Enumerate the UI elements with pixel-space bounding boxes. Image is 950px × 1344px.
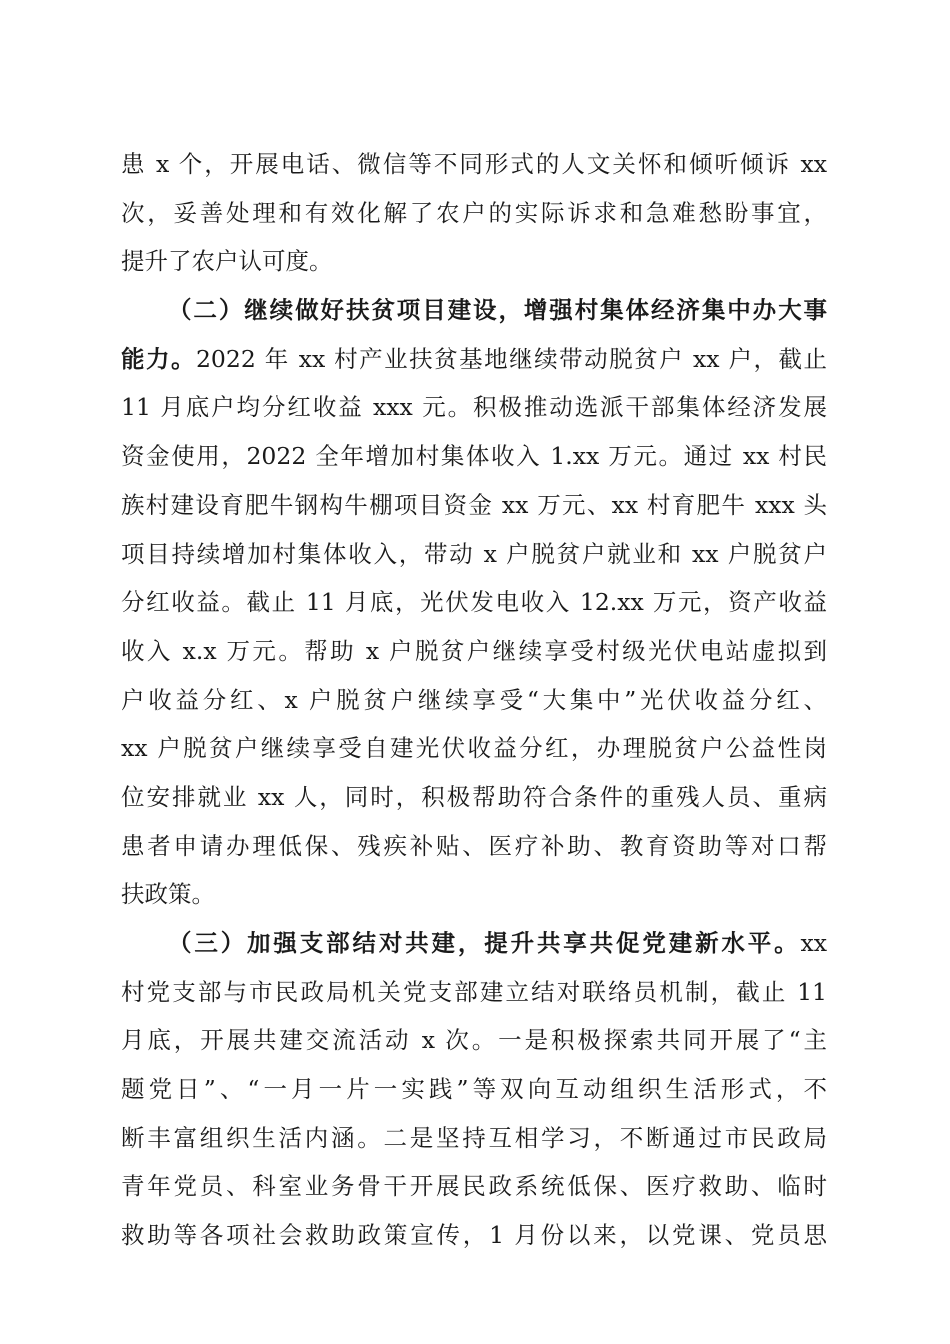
- text-line: 提升了农户认可度。: [121, 247, 333, 276]
- paragraph-2: [121, 286, 827, 919]
- text-line: xx 户脱贫户继续享受自建光伏收益分红，办理脱贫户公益性岗: [121, 734, 827, 763]
- text-line: 位安排就业 xx 人，同时，积极帮助符合条件的重残人员、重病: [121, 782, 827, 811]
- text-line: 断丰富组织生活内涵。二是坚持互相学习，不断通过市民政局: [121, 1123, 827, 1152]
- text-line: [121, 919, 827, 968]
- text-line: 村党支部与市民政局机关党支部建立结对联络员机制，截止 11: [121, 977, 827, 1006]
- text-line: [121, 335, 827, 384]
- text-line: 患者申请办理低保、残疾补贴、医疗补助、教育资助等对口帮: [121, 831, 827, 860]
- text-line: 次，妥善处理和有效化解了农户的实际诉求和急难愁盼事宜，: [121, 198, 827, 227]
- text-line: 题党日”、“一月一片一实践”等双向互动组织生活形式，不: [121, 1075, 827, 1104]
- text-line: 收入 x.x 万元。帮助 x 户脱贫户继续享受村级光伏电站虚拟到: [121, 636, 827, 665]
- text-line: 户收益分红、x 户脱贫户继续享受“大集中”光伏收益分红、: [121, 685, 827, 714]
- text-line: 分红收益。截止 11 月底，光伏发电收入 12.xx 万元，资产收益: [121, 588, 827, 617]
- paragraph-1: [121, 140, 827, 286]
- text-line: 族村建设育肥牛钢构牛棚项目资金 xx 万元、xx 村育肥牛 xxx 头: [121, 490, 827, 519]
- text-line: 月底，开展共建交流活动 x 次。一是积极探索共同开展了“主: [121, 1026, 827, 1055]
- text-line: 救助等各项社会救助政策宣传，1 月份以来，以党课、党员思: [121, 1221, 827, 1250]
- paragraph-3: [121, 919, 827, 1260]
- section-heading-3: （三）加强支部结对共建，提升共享共促党建新水平。: [168, 929, 801, 957]
- text-line: 资金使用，2022 全年增加村集体收入 1.xx 万元。通过 xx 村民: [121, 442, 827, 471]
- text-line-rest: xx: [800, 929, 827, 957]
- text-line-rest: 2022 年 xx 村产业扶贫基地继续带动脱贫户 xx 户，截止: [195, 344, 827, 373]
- section-heading-2-tail: 能力。: [121, 344, 196, 373]
- section-heading-2: （二）继续做好扶贫项目建设，增强村集体经济集中办大事: [168, 296, 827, 325]
- text-line: 项目持续增加村集体收入，带动 x 户脱贫户就业和 xx 户脱贫户: [121, 539, 827, 568]
- document-body: [121, 140, 827, 1260]
- text-line: 11 月底户均分红收益 xxx 元。积极推动选派干部集体经济发展: [121, 393, 827, 422]
- text-line: 青年党员、科室业务骨干开展民政系统低保、医疗救助、临时: [121, 1172, 827, 1201]
- text-line: 扶政策。: [121, 880, 215, 909]
- text-line: 患 x 个，开展电话、微信等不同形式的人文关怀和倾听倾诉 xx: [121, 150, 827, 178]
